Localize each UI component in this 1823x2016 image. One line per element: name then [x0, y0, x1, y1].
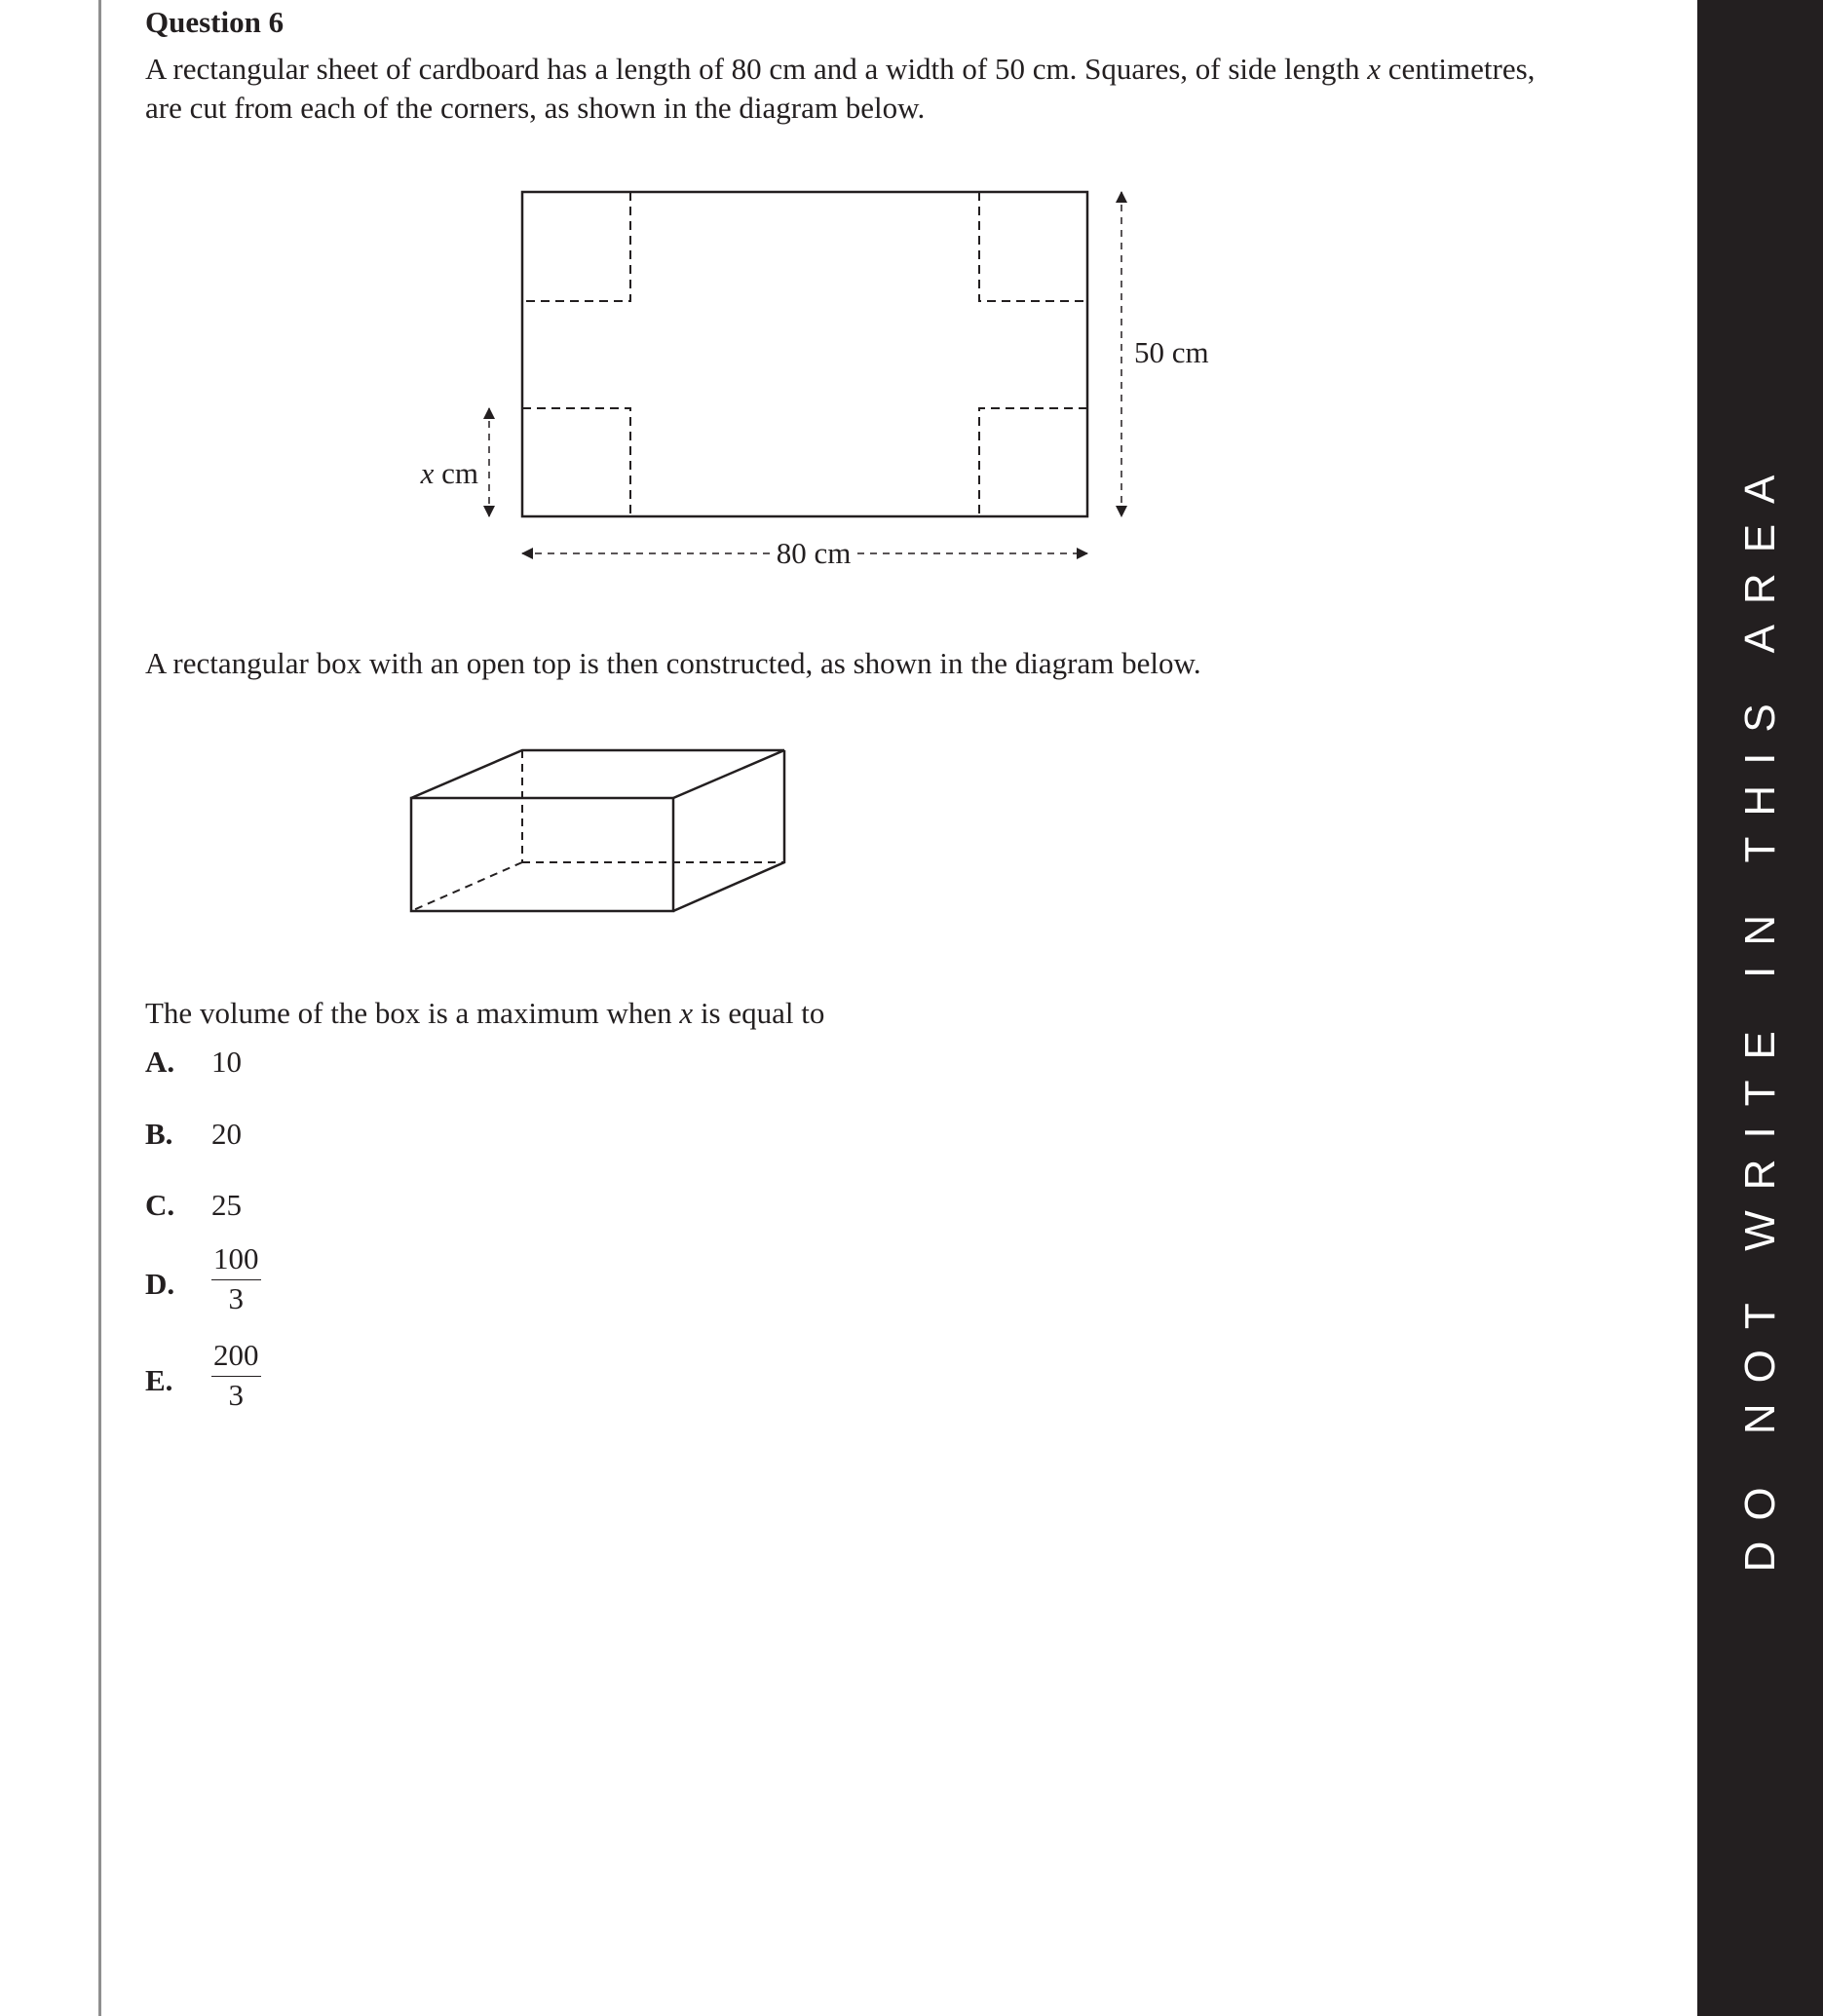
side-x-unit: cm [434, 456, 478, 490]
corner-cut-lines [522, 192, 1087, 516]
height-label: 50 cm [1134, 335, 1209, 369]
option-e-denominator: 3 [228, 1378, 244, 1412]
option-d-denominator: 3 [228, 1281, 244, 1315]
option-d-letter: D. [145, 1267, 175, 1301]
stem-variable: x [1367, 52, 1382, 86]
option-b-letter: B. [145, 1117, 173, 1151]
stem-text-1a: A rectangular sheet of cardboard has a length of 80 cm and a width of 50 cm. Squares, of side length [145, 52, 1368, 86]
cardboard-sheet-diagram [489, 192, 1121, 553]
side-x-label [420, 456, 478, 490]
box-paragraph: A rectangular box with an open top is then constructed, as shown in the diagram below. [145, 646, 1201, 680]
question-title: Question 6 [145, 5, 285, 39]
box-top-edges [411, 750, 784, 798]
corner-square-bottom-left [522, 408, 630, 516]
margin-notice: DO NOT WRITE IN THIS AREA [1735, 454, 1784, 1573]
prompt-variable: x [679, 996, 694, 1030]
corner-square-top-left [522, 192, 630, 301]
option-e-numerator: 200 [211, 1339, 261, 1377]
corner-square-top-right [979, 192, 1087, 301]
option-d-numerator: 100 [211, 1242, 261, 1280]
length-label: 80 cm [776, 536, 852, 570]
option-c-letter: C. [145, 1188, 175, 1222]
question-prompt [145, 996, 824, 1031]
option-d-fraction [211, 1242, 261, 1317]
do-not-write-margin [1697, 0, 1823, 2016]
option-c-value: 25 [211, 1188, 242, 1222]
stem-text-1b: centimetres, [1381, 52, 1536, 86]
sheet-outline [522, 192, 1087, 516]
side-x-variable: x [420, 456, 435, 490]
option-e-fraction [211, 1339, 261, 1414]
option-a-letter: A. [145, 1045, 175, 1079]
stem-line-2: are cut from each of the corners, as shown in the diagram below. [145, 91, 926, 125]
box-front-face [411, 798, 673, 911]
option-e-letter: E. [145, 1363, 173, 1397]
open-box-diagram [411, 750, 784, 911]
option-a-value: 10 [211, 1045, 242, 1079]
corner-square-bottom-right [979, 408, 1087, 516]
prompt-text-a: The volume of the box is a maximum when [145, 996, 680, 1030]
prompt-text-b: is equal to [693, 996, 825, 1030]
option-b-value: 20 [211, 1117, 242, 1151]
